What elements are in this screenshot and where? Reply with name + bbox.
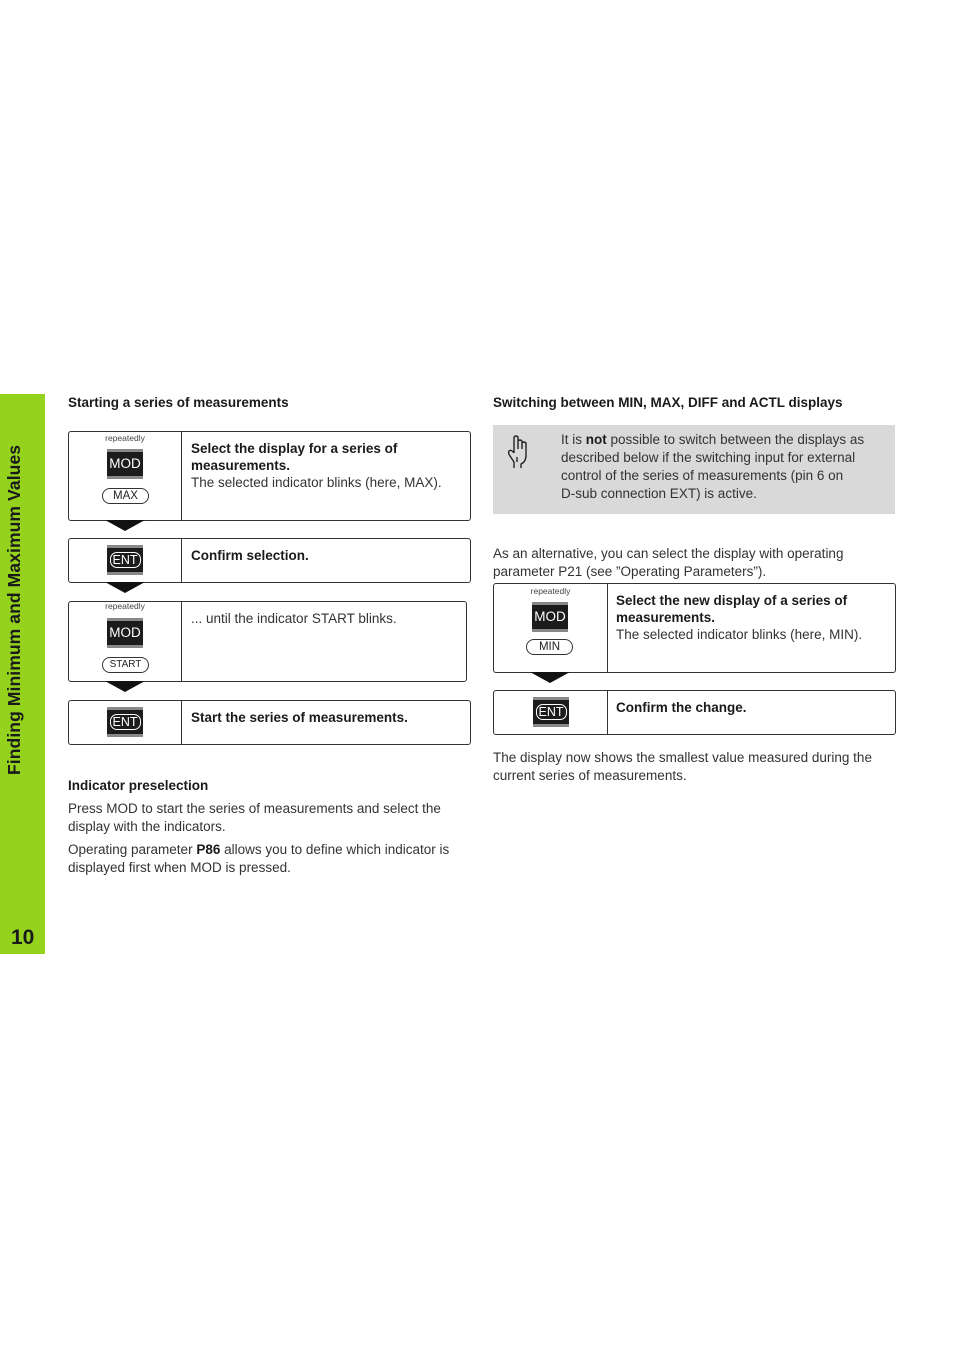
pointing-hand-icon (505, 435, 531, 469)
arrow-down-icon (105, 582, 145, 593)
display-indicator-min: MIN (526, 639, 573, 655)
chapter-title (4, 735, 25, 775)
section-heading-starting: Starting a series of measurements (68, 395, 289, 410)
step-instruction: Select the display for a series of measurements. (191, 441, 398, 473)
final-paragraph: The display now shows the smallest value measured during the current series of measurements. (493, 750, 872, 783)
section-heading-indicator: Indicator preselection (68, 778, 209, 793)
ent-key: ENT (107, 545, 143, 575)
display-indicator-max: MAX (102, 488, 149, 504)
step-confirm-change (493, 690, 896, 735)
mod-key: MOD (532, 602, 568, 632)
key-column (494, 584, 608, 672)
key-column (69, 602, 182, 681)
indicator-paragraph: Press MOD to start the series of measurements and select the display with the indicators. (68, 801, 441, 834)
step-description: The selected indicator blinks (here, MAX). (191, 475, 442, 490)
step-instruction: Confirm selection. (191, 548, 309, 563)
display-indicator-start: START (102, 657, 149, 673)
repeat-label: repeatedly (530, 586, 571, 596)
repeat-label: repeatedly (105, 601, 145, 611)
note-box (493, 425, 895, 514)
p86-paragraph: Operating parameter P86 allows you to define which indicator is displayed first when MOD is pressed. (68, 842, 450, 875)
note-text: It is not possible to switch between the displays as described below if the switching input for external control of the series of measurements (pin 6 on D-sub connection EXT) is active. (561, 432, 865, 501)
page-number: 10 (11, 926, 35, 949)
repeat-label: repeatedly (105, 433, 145, 443)
step-confirm-selection (68, 538, 471, 583)
arrow-down-icon (105, 681, 145, 692)
section-heading-switching: Switching between MIN, MAX, DIFF and ACTL displays (493, 395, 843, 410)
step-until-start (68, 601, 467, 682)
mod-key: MOD (107, 449, 143, 479)
key-column (69, 539, 182, 582)
step-instruction: Select the new display of a series of measurements. (616, 593, 848, 625)
key-column (69, 701, 182, 744)
step-select-display (68, 431, 471, 521)
key-column (494, 691, 608, 734)
key-column (69, 432, 182, 520)
ent-key: ENT (107, 707, 143, 737)
step-start-series (68, 700, 471, 745)
mod-key: MOD (107, 618, 143, 648)
step-description: ... until the indicator START blinks. (191, 611, 397, 626)
alternative-paragraph: As an alternative, you can select the display with operating parameter P21 (see ”Operating Parameters”). (493, 546, 844, 579)
step-instruction: Confirm the change. (616, 700, 747, 715)
ent-key: ENT (533, 697, 569, 727)
step-instruction: Start the series of measurements. (191, 710, 408, 725)
arrow-down-icon (105, 520, 145, 531)
arrow-down-icon (530, 672, 570, 683)
step-description: The selected indicator blinks (here, MIN). (616, 627, 863, 642)
step-select-new-display (493, 583, 896, 673)
